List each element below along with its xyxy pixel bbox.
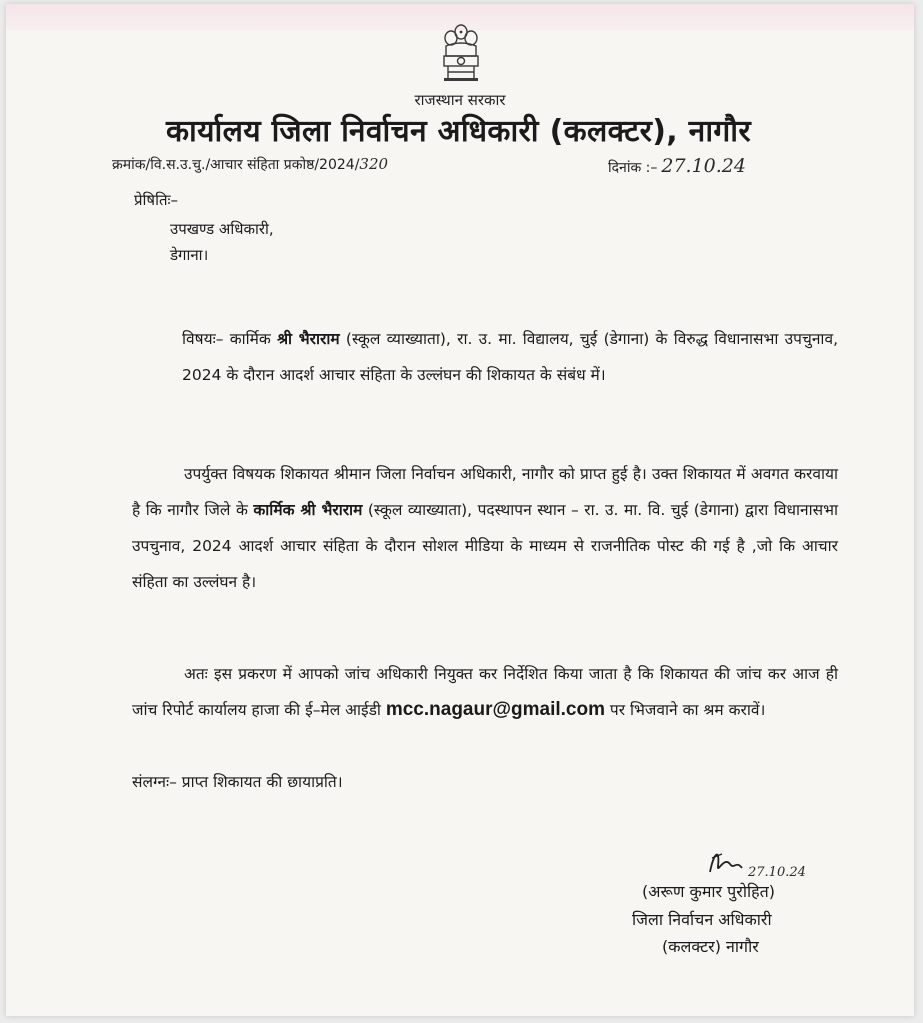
subject-label: विषयः– कार्मिक <box>182 330 278 348</box>
para2-text-b: पर भिजवाने का श्रम करावें। <box>605 701 766 719</box>
letter-date <box>608 155 746 177</box>
handwritten-signature <box>706 842 846 882</box>
recipient-heading: प्रेषितिः– <box>134 191 179 209</box>
para1-text-a: उपर्युक्त विषयक शिकायत श्रीमान जिला निर्वाचन अधिकारी, नागौर को प्राप्त हुई है। उक्त शिकायत में अवगत करवाया है कि नागौर जिले के <box>132 465 838 519</box>
reference-number <box>112 155 388 174</box>
state-emblem-icon <box>436 22 486 86</box>
enclosure-note: संलग्नः– प्राप्त शिकायत की छायाप्रति। <box>132 773 343 791</box>
signatory-office: (कलक्टर) नागौर <box>662 937 759 956</box>
recipient-line-2: डेगाना। <box>170 246 209 264</box>
government-label: राजस्थान सरकार <box>414 91 506 109</box>
date-handwritten: 27.10.24 <box>661 155 746 177</box>
office-title: कार्यालय जिला निर्वाचन अधिकारी (कलक्टर), नागौर <box>166 114 751 149</box>
date-label: दिनांक :– <box>608 160 658 176</box>
para2-text-a: अतः इस प्रकरण में आपको जांच अधिकारी नियुक्त कर निर्देशित किया जाता है कि शिकायत की जांच कर आज ही जांच रिपोर्ट कार्यालय हाजा की ई–मेल आईडी <box>132 665 838 719</box>
para1-text-b: (स्कूल व्याख्याता), पदस्थापन स्थान – रा. उ. मा. वि. चुई (डेगाना) द्वारा विधानासभा उपचुनाव, 2024 आदर्श आचार संहिता के दौरान सोशल मीडिया के माध्यम से राजनीतिक पोस्ट की गई है ,जो कि आचार संहिता का उल्लंघन है। <box>132 501 839 591</box>
subject-rest: (स्कूल व्याख्याता), रा. उ. मा. विद्यालय, चुई (डेगाना) के विरुद्ध विधानासभा उपचुनाव, 2024 के दौरान आदर्श आचार संहिता के उल्लंघन की शिकायत के संबंध में। <box>182 330 838 384</box>
signatory-designation: जिला निर्वाचन अधिकारी <box>632 910 772 929</box>
signature-date: 27.10.24 <box>748 865 806 880</box>
letter-page <box>6 4 914 1016</box>
reference-handwritten-number: 320 <box>359 155 389 173</box>
email-address: mcc.nagaur@gmail.com <box>385 699 605 720</box>
recipient-line-1: उपखण्ड अधिकारी, <box>170 220 274 238</box>
body-paragraph-2 <box>132 656 838 728</box>
para1-bold: कार्मिक श्री भैराराम <box>253 501 363 519</box>
signatory-name: (अरूण कुमार पुरोहित) <box>642 882 775 901</box>
subject-bold-name: श्री भैराराम <box>277 330 340 348</box>
reference-prefix: क्रमांक/वि.स.उ.चु./आचार संहिता प्रकोष्ठ/2024/ <box>112 157 360 173</box>
subject-paragraph <box>182 321 838 393</box>
body-paragraph-1 <box>132 456 838 600</box>
